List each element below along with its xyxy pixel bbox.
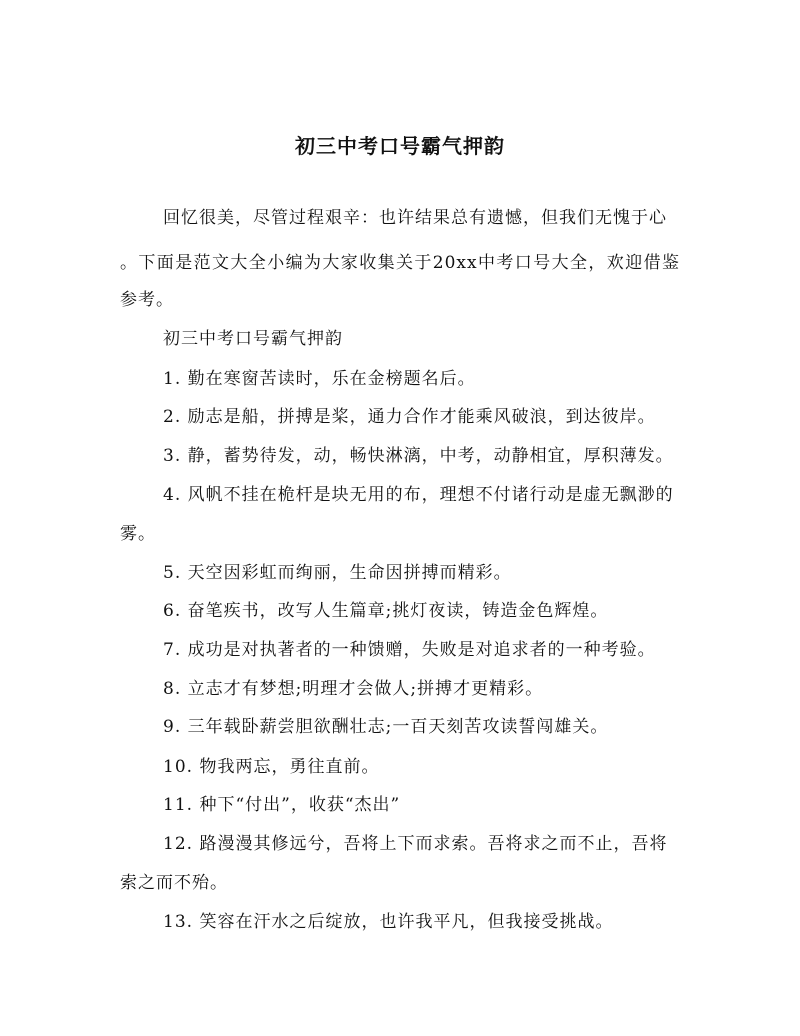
slogan-item: 7. 成功是对执著者的一种馈赠，失败是对追求者的一种考验。 bbox=[163, 640, 656, 660]
slogan-item: 1. 勤在寒窗苦读时，乐在金榜题名后。 bbox=[163, 369, 476, 389]
intro-line-3: 参考。 bbox=[120, 290, 174, 310]
slogan-item: 11. 种下“付出”，收获“杰出” bbox=[163, 795, 401, 815]
slogan-item: 8. 立志才有梦想;明理才会做人;拼搏才更精彩。 bbox=[163, 679, 544, 699]
slogan-item: 13. 笑容在汗水之后绽放，也许我平凡，但我接受挑战。 bbox=[163, 912, 614, 932]
document-title: 初三中考口号霸气押韵 bbox=[295, 134, 505, 158]
slogan-item: 12. 路漫漫其修远兮，吾将上下而求索。吾将求之而不止，吾将 bbox=[163, 834, 668, 854]
slogan-item: 3. 静，蓄势待发，动，畅快淋漓，中考，动静相宜，厚积薄发。 bbox=[163, 446, 674, 466]
slogan-item: 10. 物我两忘，勇往直前。 bbox=[163, 757, 380, 777]
slogan-item: 5. 天空因彩虹而绚丽，生命因拼搏而精彩。 bbox=[163, 563, 512, 583]
slogan-item: 4. 风帆不挂在桅杆是块无用的布，理想不付诸行动是虚无飘渺的 bbox=[163, 485, 674, 505]
intro-line-1: 回忆很美，尽管过程艰辛：也许结果总有遗憾，但我们无愧于心 bbox=[163, 208, 667, 228]
slogan-item: 9. 三年载卧薪尝胆欲酬壮志;一百天刻苦攻读誓闯雄关。 bbox=[163, 717, 609, 737]
slogan-item-continuation: 雾。 bbox=[120, 524, 156, 544]
slogan-item: 6. 奋笔疾书，改写人生篇章;挑灯夜读，铸造金色辉煌。 bbox=[163, 601, 609, 621]
intro-line-2: 。下面是范文大全小编为大家收集关于20xx中考口号大全，欢迎借鉴 bbox=[120, 253, 680, 273]
subheading: 初三中考口号霸气押韵 bbox=[163, 329, 343, 349]
slogan-item: 2. 励志是船，拼搏是桨，通力合作才能乘风破浪，到达彼岸。 bbox=[163, 407, 656, 427]
slogan-item-continuation: 索之而不殆。 bbox=[120, 873, 228, 893]
